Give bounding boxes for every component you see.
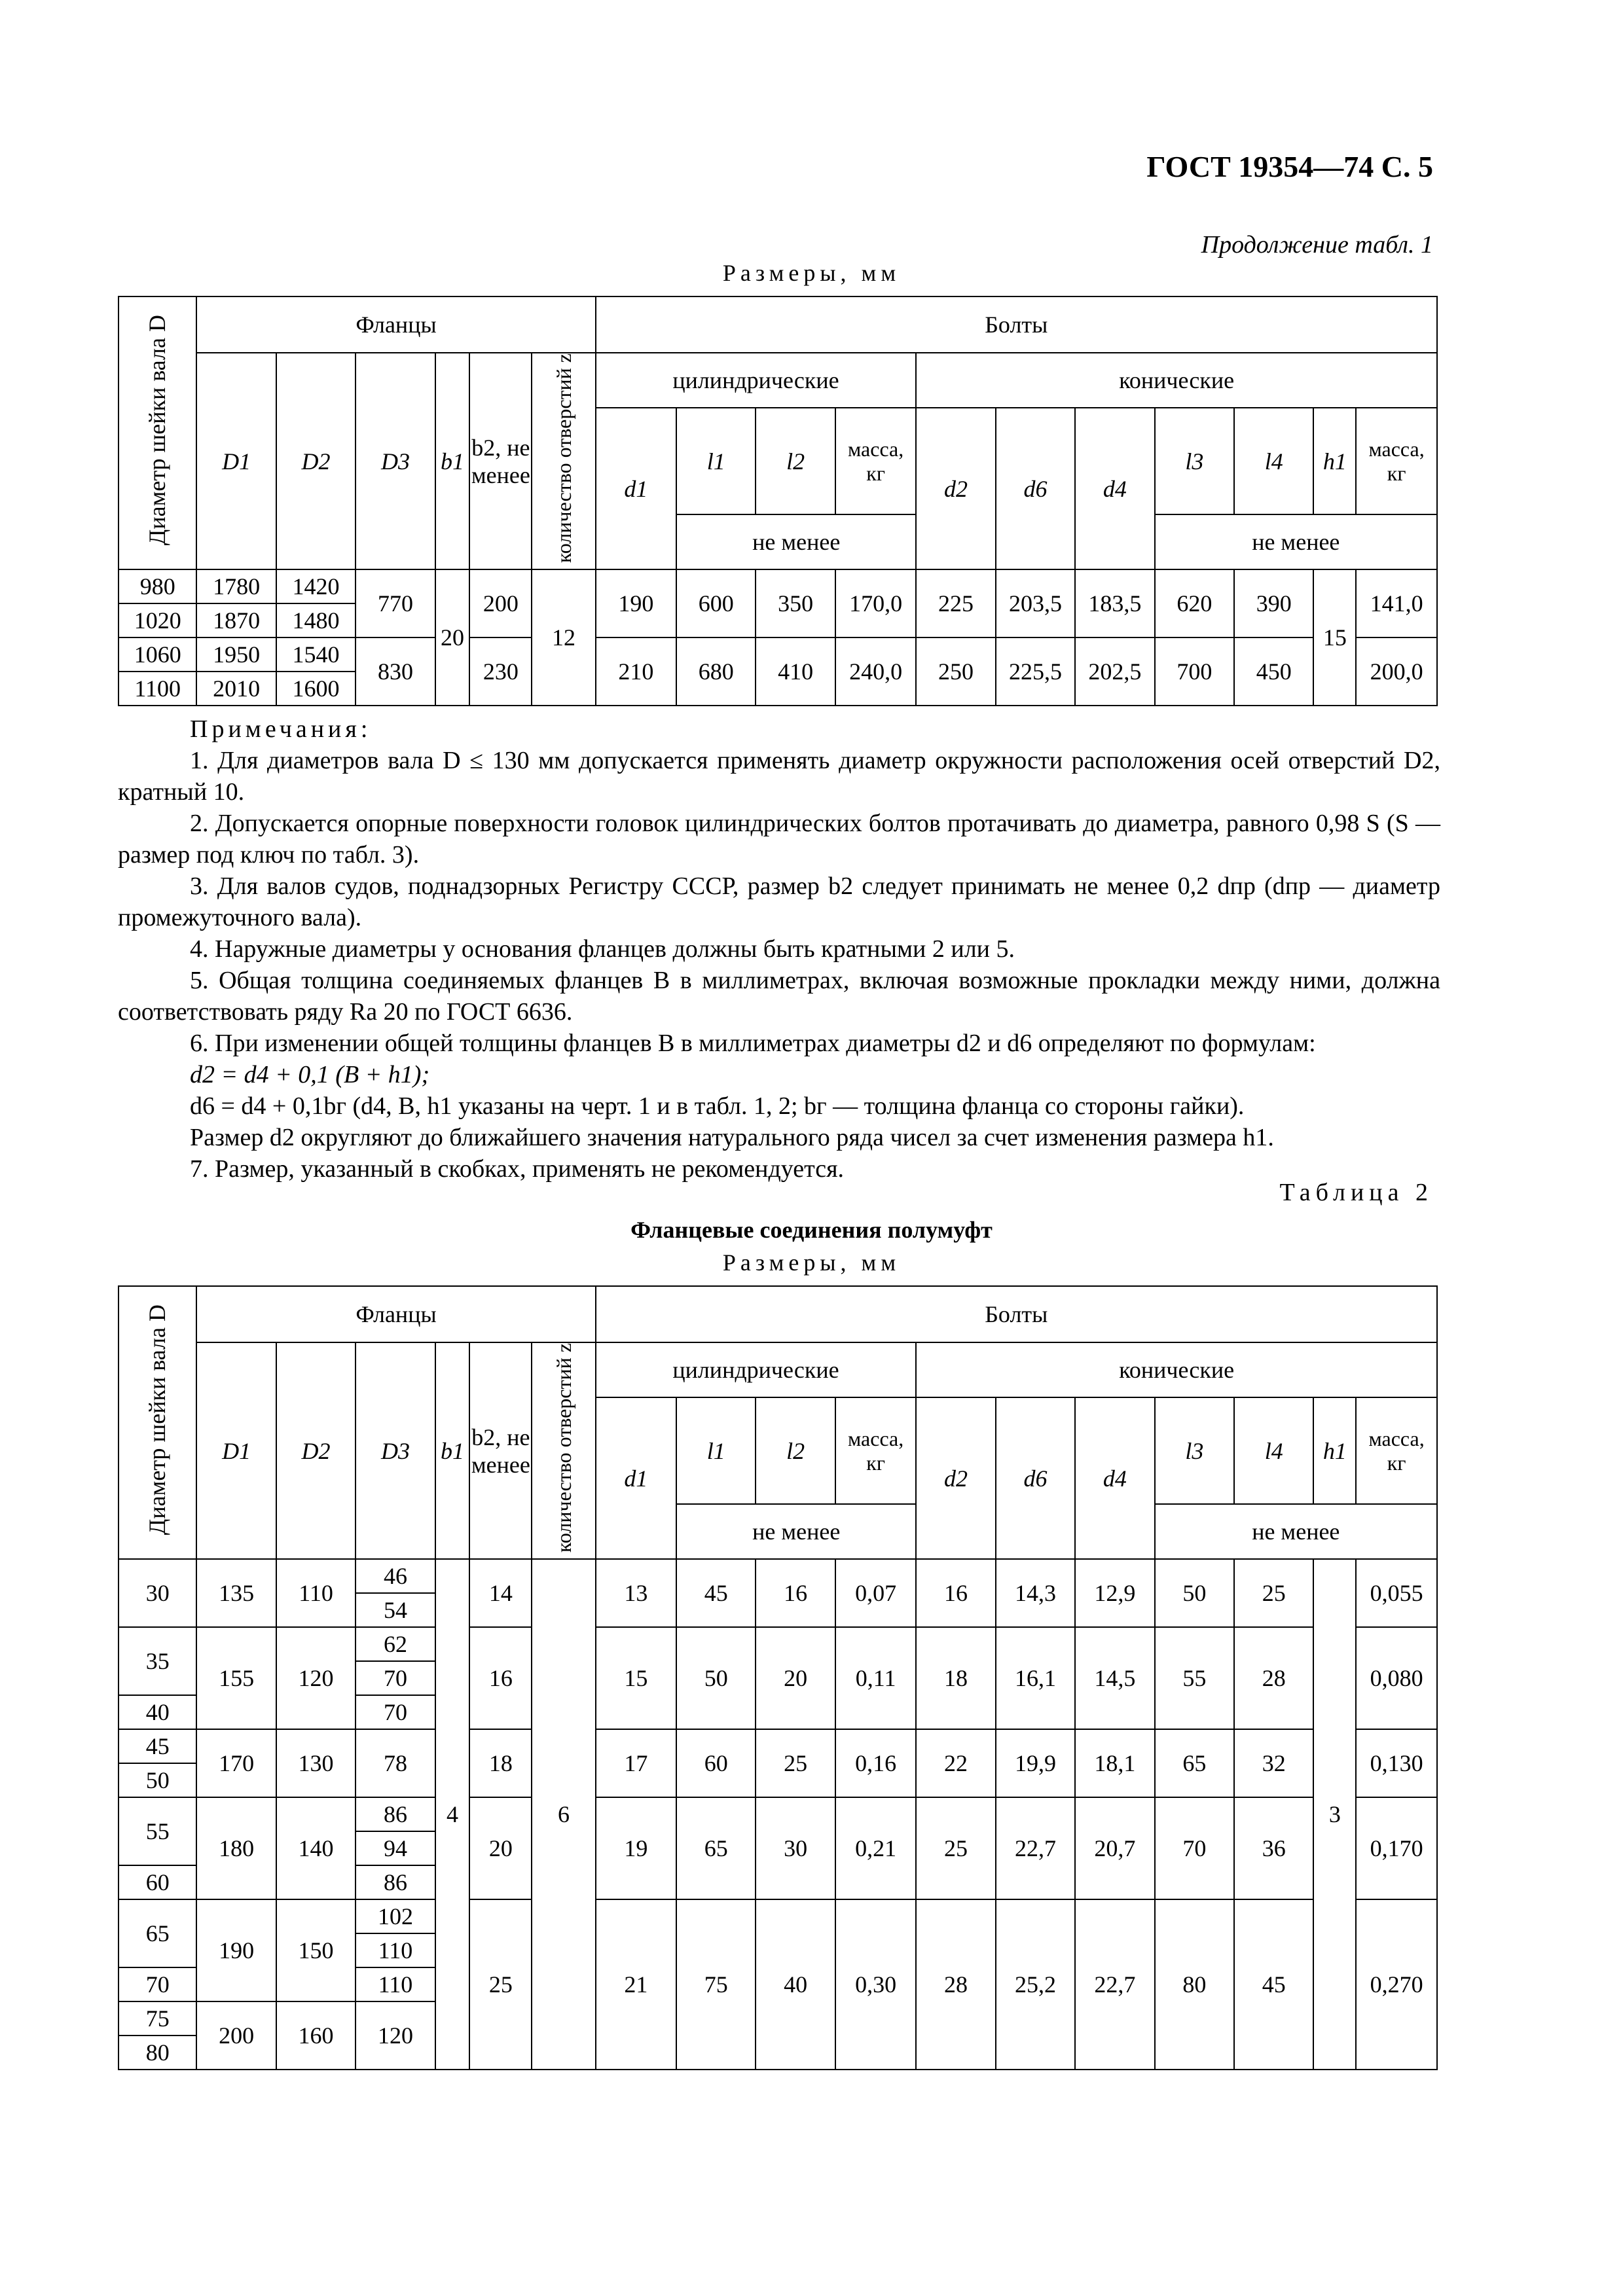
table-1 xyxy=(118,296,1438,706)
table-cell: 16 xyxy=(756,1559,835,1627)
conical-header: конические xyxy=(916,1342,1437,1397)
conical-header: конические xyxy=(916,353,1437,408)
table-cell: 55 xyxy=(119,1797,196,1865)
col-D1: D1 xyxy=(196,1342,276,1559)
cylindrical-header: цилиндрические xyxy=(596,353,917,408)
table-cell: 86 xyxy=(356,1797,435,1831)
col-l3: l3 xyxy=(1155,1397,1234,1504)
min-label-con: не менее xyxy=(1155,514,1437,569)
table-cell: 0,080 xyxy=(1356,1627,1437,1729)
col-d2: d2 xyxy=(916,1397,995,1559)
table-cell: 170 xyxy=(196,1729,276,1797)
table-cell: 12 xyxy=(532,569,595,706)
table-cell: 770 xyxy=(356,569,435,637)
table-cell: 0,11 xyxy=(835,1627,916,1729)
table-cell: 20 xyxy=(469,1797,532,1899)
table-cell: 19 xyxy=(596,1797,676,1899)
units-label: Размеры, мм xyxy=(722,260,901,286)
table-cell: 40 xyxy=(119,1695,196,1729)
table-cell: 700 xyxy=(1155,637,1234,706)
col-D2: D2 xyxy=(276,1342,356,1559)
table-cell: 110 xyxy=(276,1559,356,1627)
table-cell: 15 xyxy=(596,1627,676,1729)
table-cell: 1540 xyxy=(276,637,356,672)
table-cell: 203,5 xyxy=(996,569,1075,637)
table-cell: 1420 xyxy=(276,569,356,603)
bolts-header: Болты xyxy=(596,1286,1437,1342)
table-cell: 0,055 xyxy=(1356,1559,1437,1627)
table-cell: 60 xyxy=(119,1865,196,1899)
table-cell: 0,30 xyxy=(835,1899,916,2070)
table-cell: 200 xyxy=(469,569,532,637)
table-cell: 1480 xyxy=(276,603,356,637)
table-cell: 80 xyxy=(1155,1899,1234,2070)
table-cell: 30 xyxy=(756,1797,835,1899)
table-cell: 210 xyxy=(596,637,676,706)
table-cell: 390 xyxy=(1234,569,1313,637)
table-cell: 0,170 xyxy=(1356,1797,1437,1899)
note-3: 3. Для валов судов, поднадзорных Регистру СССР, размер b2 следует принимать не менее 0,2 dпр (dпр — диаметр промежуточного вала). xyxy=(118,872,1440,931)
table-cell: 20 xyxy=(435,569,470,706)
table-cell: 25 xyxy=(1234,1559,1313,1627)
col-mass-con: масса, кг xyxy=(1356,1397,1437,1504)
min-label-cyl: не менее xyxy=(676,1504,916,1559)
table-cell: 65 xyxy=(1155,1729,1234,1797)
col-d1: d1 xyxy=(596,408,676,569)
flanges-header: Фланцы xyxy=(196,1286,595,1342)
table-cell: 160 xyxy=(276,2001,356,2070)
col-l3: l3 xyxy=(1155,408,1234,514)
col-b2: b2, не менее xyxy=(469,353,532,569)
table-cell: 450 xyxy=(1234,637,1313,706)
table-cell: 250 xyxy=(916,637,995,706)
table-cell: 240,0 xyxy=(835,637,916,706)
table-cell: 980 xyxy=(119,569,196,603)
page-header: ГОСТ 19354—74 С. 5 xyxy=(1146,150,1433,183)
table-cell: 22,7 xyxy=(1075,1899,1154,2070)
table-cell: 230 xyxy=(469,637,532,706)
table-cell: 45 xyxy=(1234,1899,1313,2070)
note-5: 5. Общая толщина соединяемых фланцев B в миллиметрах, включая возможные прокладки между ними, должна соответствовать ряду Ra 20 по ГОСТ 6636. xyxy=(118,967,1440,1026)
table-cell: 94 xyxy=(356,1831,435,1865)
col-d1: d1 xyxy=(596,1397,676,1559)
table-cell: 22,7 xyxy=(996,1797,1075,1899)
shaft-diameter-header: Диаметр шейки вала D xyxy=(119,296,196,569)
table-cell: 28 xyxy=(1234,1627,1313,1729)
table-cell: 2010 xyxy=(196,672,276,706)
table-cell: 680 xyxy=(676,637,756,706)
table-cell: 16 xyxy=(469,1627,532,1729)
min-label-con: не менее xyxy=(1155,1504,1437,1559)
table-cell: 55 xyxy=(1155,1627,1234,1729)
col-D2: D2 xyxy=(276,353,356,569)
table-cell: 16 xyxy=(916,1559,995,1627)
table-cell: 18 xyxy=(916,1627,995,1729)
table-cell: 150 xyxy=(276,1899,356,2001)
table-cell: 50 xyxy=(676,1627,756,1729)
col-d6: d6 xyxy=(996,1397,1075,1559)
note-2: 2. Допускается опорные поверхности головок цилиндрических болтов протачивать до диаметра, равного 0,98 S (S — размер под ключ по табл. 3). xyxy=(118,810,1440,869)
table-cell: 70 xyxy=(356,1661,435,1695)
table-cell: 54 xyxy=(356,1593,435,1627)
notes-heading: Примечания: xyxy=(190,715,372,743)
min-label-cyl: не менее xyxy=(676,514,916,569)
col-l4: l4 xyxy=(1234,1397,1313,1504)
table-cell: 170,0 xyxy=(835,569,916,637)
table-cell: 70 xyxy=(356,1695,435,1729)
table-cell: 86 xyxy=(356,1865,435,1899)
table-cell: 1780 xyxy=(196,569,276,603)
table-cell: 17 xyxy=(596,1729,676,1797)
col-D3: D3 xyxy=(356,353,435,569)
col-b1: b1 xyxy=(435,1342,470,1559)
table-cell: 225 xyxy=(916,569,995,637)
formula-2: d6 = d4 + 0,1bг (d4, B, h1 указаны на черт. 1 и в табл. 1, 2; bг — толщина фланца со стороны гайки). xyxy=(190,1092,1245,1120)
table-cell: 70 xyxy=(119,1967,196,2001)
table-cell: 46 xyxy=(356,1559,435,1593)
col-l2: l2 xyxy=(756,1397,835,1504)
table-cell: 40 xyxy=(756,1899,835,2070)
table-cell: 135 xyxy=(196,1559,276,1627)
note-6: 6. При изменении общей толщины фланцев B в миллиметрах диаметры d2 и d6 определяют по формулам: xyxy=(190,1030,1316,1057)
col-l4: l4 xyxy=(1234,408,1313,514)
table-cell: 4 xyxy=(435,1559,470,2070)
table-cell: 80 xyxy=(119,2036,196,2070)
table-cell: 25 xyxy=(469,1899,532,2070)
table-cell: 102 xyxy=(356,1899,435,1933)
table-cell: 225,5 xyxy=(996,637,1075,706)
table-cell: 60 xyxy=(676,1729,756,1797)
table-cell: 350 xyxy=(756,569,835,637)
table-cell: 45 xyxy=(676,1559,756,1627)
shaft-diameter-header: Диаметр шейки вала D xyxy=(119,1286,196,1559)
continuation-label: Продолжение табл. 1 xyxy=(1201,231,1433,259)
table-cell: 140 xyxy=(276,1797,356,1899)
col-holes: количество отверстий z xyxy=(532,1342,595,1559)
units-label-2: Размеры, мм xyxy=(722,1249,901,1276)
table-cell: 3 xyxy=(1313,1559,1356,2070)
table-cell: 190 xyxy=(596,569,676,637)
notes-section xyxy=(118,713,1440,1185)
table-cell: 620 xyxy=(1155,569,1234,637)
table-cell: 25 xyxy=(916,1797,995,1899)
table-2-title: Фланцевые соединения полумуфт xyxy=(630,1217,993,1243)
table-cell: 70 xyxy=(1155,1797,1234,1899)
col-mass-cyl: масса, кг xyxy=(835,408,916,514)
table-cell: 25,2 xyxy=(996,1899,1075,2070)
table-cell: 1600 xyxy=(276,672,356,706)
flanges-header: Фланцы xyxy=(196,296,595,353)
table-cell: 18,1 xyxy=(1075,1729,1154,1797)
table-cell: 130 xyxy=(276,1729,356,1797)
note-7: 7. Размер, указанный в скобках, применять не рекомендуется. xyxy=(190,1155,845,1183)
table-cell: 22 xyxy=(916,1729,995,1797)
col-d6: d6 xyxy=(996,408,1075,569)
table-cell: 0,270 xyxy=(1356,1899,1437,2070)
bolts-header: Болты xyxy=(596,296,1437,353)
table-cell: 110 xyxy=(356,1933,435,1967)
table-cell: 75 xyxy=(119,2001,196,2036)
table-cell: 1060 xyxy=(119,637,196,672)
table-cell: 65 xyxy=(676,1797,756,1899)
table-cell: 183,5 xyxy=(1075,569,1154,637)
col-l1: l1 xyxy=(676,1397,756,1504)
col-d4: d4 xyxy=(1075,1397,1154,1559)
note-1: 1. Для диаметров вала D ≤ 130 мм допускается применять диаметр окружности расположения осей отверстий D2, кратный 10. xyxy=(118,747,1440,806)
col-b2: b2, не менее xyxy=(469,1342,532,1559)
table-cell: 14,3 xyxy=(996,1559,1075,1627)
note-4: 4. Наружные диаметры у основания фланцев должны быть кратными 2 или 5. xyxy=(190,935,1015,963)
col-h1: h1 xyxy=(1313,408,1356,514)
col-l1: l1 xyxy=(676,408,756,514)
table-cell: 1020 xyxy=(119,603,196,637)
table-cell: 45 xyxy=(119,1729,196,1763)
table-cell: 155 xyxy=(196,1627,276,1729)
table-cell: 200,0 xyxy=(1356,637,1437,706)
table-cell: 14,5 xyxy=(1075,1627,1154,1729)
table-cell: 200 xyxy=(196,2001,276,2070)
table-cell: 50 xyxy=(1155,1559,1234,1627)
table-cell: 15 xyxy=(1313,569,1356,706)
col-holes: количество отверстий z xyxy=(532,353,595,569)
table-cell: 120 xyxy=(276,1627,356,1729)
table-cell: 16,1 xyxy=(996,1627,1075,1729)
col-d2: d2 xyxy=(916,408,995,569)
table-cell: 36 xyxy=(1234,1797,1313,1899)
table-cell: 202,5 xyxy=(1075,637,1154,706)
table-cell: 50 xyxy=(119,1763,196,1797)
table-cell: 830 xyxy=(356,637,435,706)
formula-note: Размер d2 округляют до ближайшего значения натурального ряда чисел за счет изменения размера h1. xyxy=(190,1124,1274,1151)
table-cell: 25 xyxy=(756,1729,835,1797)
table-cell: 18 xyxy=(469,1729,532,1797)
table-cell: 28 xyxy=(916,1899,995,2070)
table-2-label: Таблица 2 xyxy=(1279,1179,1433,1206)
table-cell: 65 xyxy=(119,1899,196,1967)
table-cell: 120 xyxy=(356,2001,435,2070)
table-cell: 12,9 xyxy=(1075,1559,1154,1627)
col-l2: l2 xyxy=(756,408,835,514)
table-cell: 0,16 xyxy=(835,1729,916,1797)
table-cell: 0,07 xyxy=(835,1559,916,1627)
table-cell: 1870 xyxy=(196,603,276,637)
table-cell: 1950 xyxy=(196,637,276,672)
table-cell: 62 xyxy=(356,1627,435,1661)
cylindrical-header: цилиндрические xyxy=(596,1342,917,1397)
table-cell: 32 xyxy=(1234,1729,1313,1797)
table-cell: 600 xyxy=(676,569,756,637)
table-cell: 21 xyxy=(596,1899,676,2070)
formula-1: d2 = d4 + 0,1 (B + h1); xyxy=(190,1061,430,1088)
table-cell: 30 xyxy=(119,1559,196,1627)
table-cell: 1100 xyxy=(119,672,196,706)
table-cell: 75 xyxy=(676,1899,756,2070)
table-cell: 180 xyxy=(196,1797,276,1899)
col-D3: D3 xyxy=(356,1342,435,1559)
col-D1: D1 xyxy=(196,353,276,569)
table-cell: 0,21 xyxy=(835,1797,916,1899)
table-cell: 14 xyxy=(469,1559,532,1627)
col-d4: d4 xyxy=(1075,408,1154,569)
col-h1: h1 xyxy=(1313,1397,1356,1504)
col-b1: b1 xyxy=(435,353,470,569)
table-cell: 141,0 xyxy=(1356,569,1437,637)
table-2 xyxy=(118,1285,1438,2070)
table-cell: 19,9 xyxy=(996,1729,1075,1797)
table-cell: 0,130 xyxy=(1356,1729,1437,1797)
table-cell: 190 xyxy=(196,1899,276,2001)
table-cell: 13 xyxy=(596,1559,676,1627)
col-mass-con: масса, кг xyxy=(1356,408,1437,514)
table-cell: 78 xyxy=(356,1729,435,1797)
table-cell: 20 xyxy=(756,1627,835,1729)
table-cell: 35 xyxy=(119,1627,196,1695)
table-cell: 410 xyxy=(756,637,835,706)
col-mass-cyl: масса, кг xyxy=(835,1397,916,1504)
table-cell: 20,7 xyxy=(1075,1797,1154,1899)
table-cell: 6 xyxy=(532,1559,595,2070)
table-cell: 110 xyxy=(356,1967,435,2001)
